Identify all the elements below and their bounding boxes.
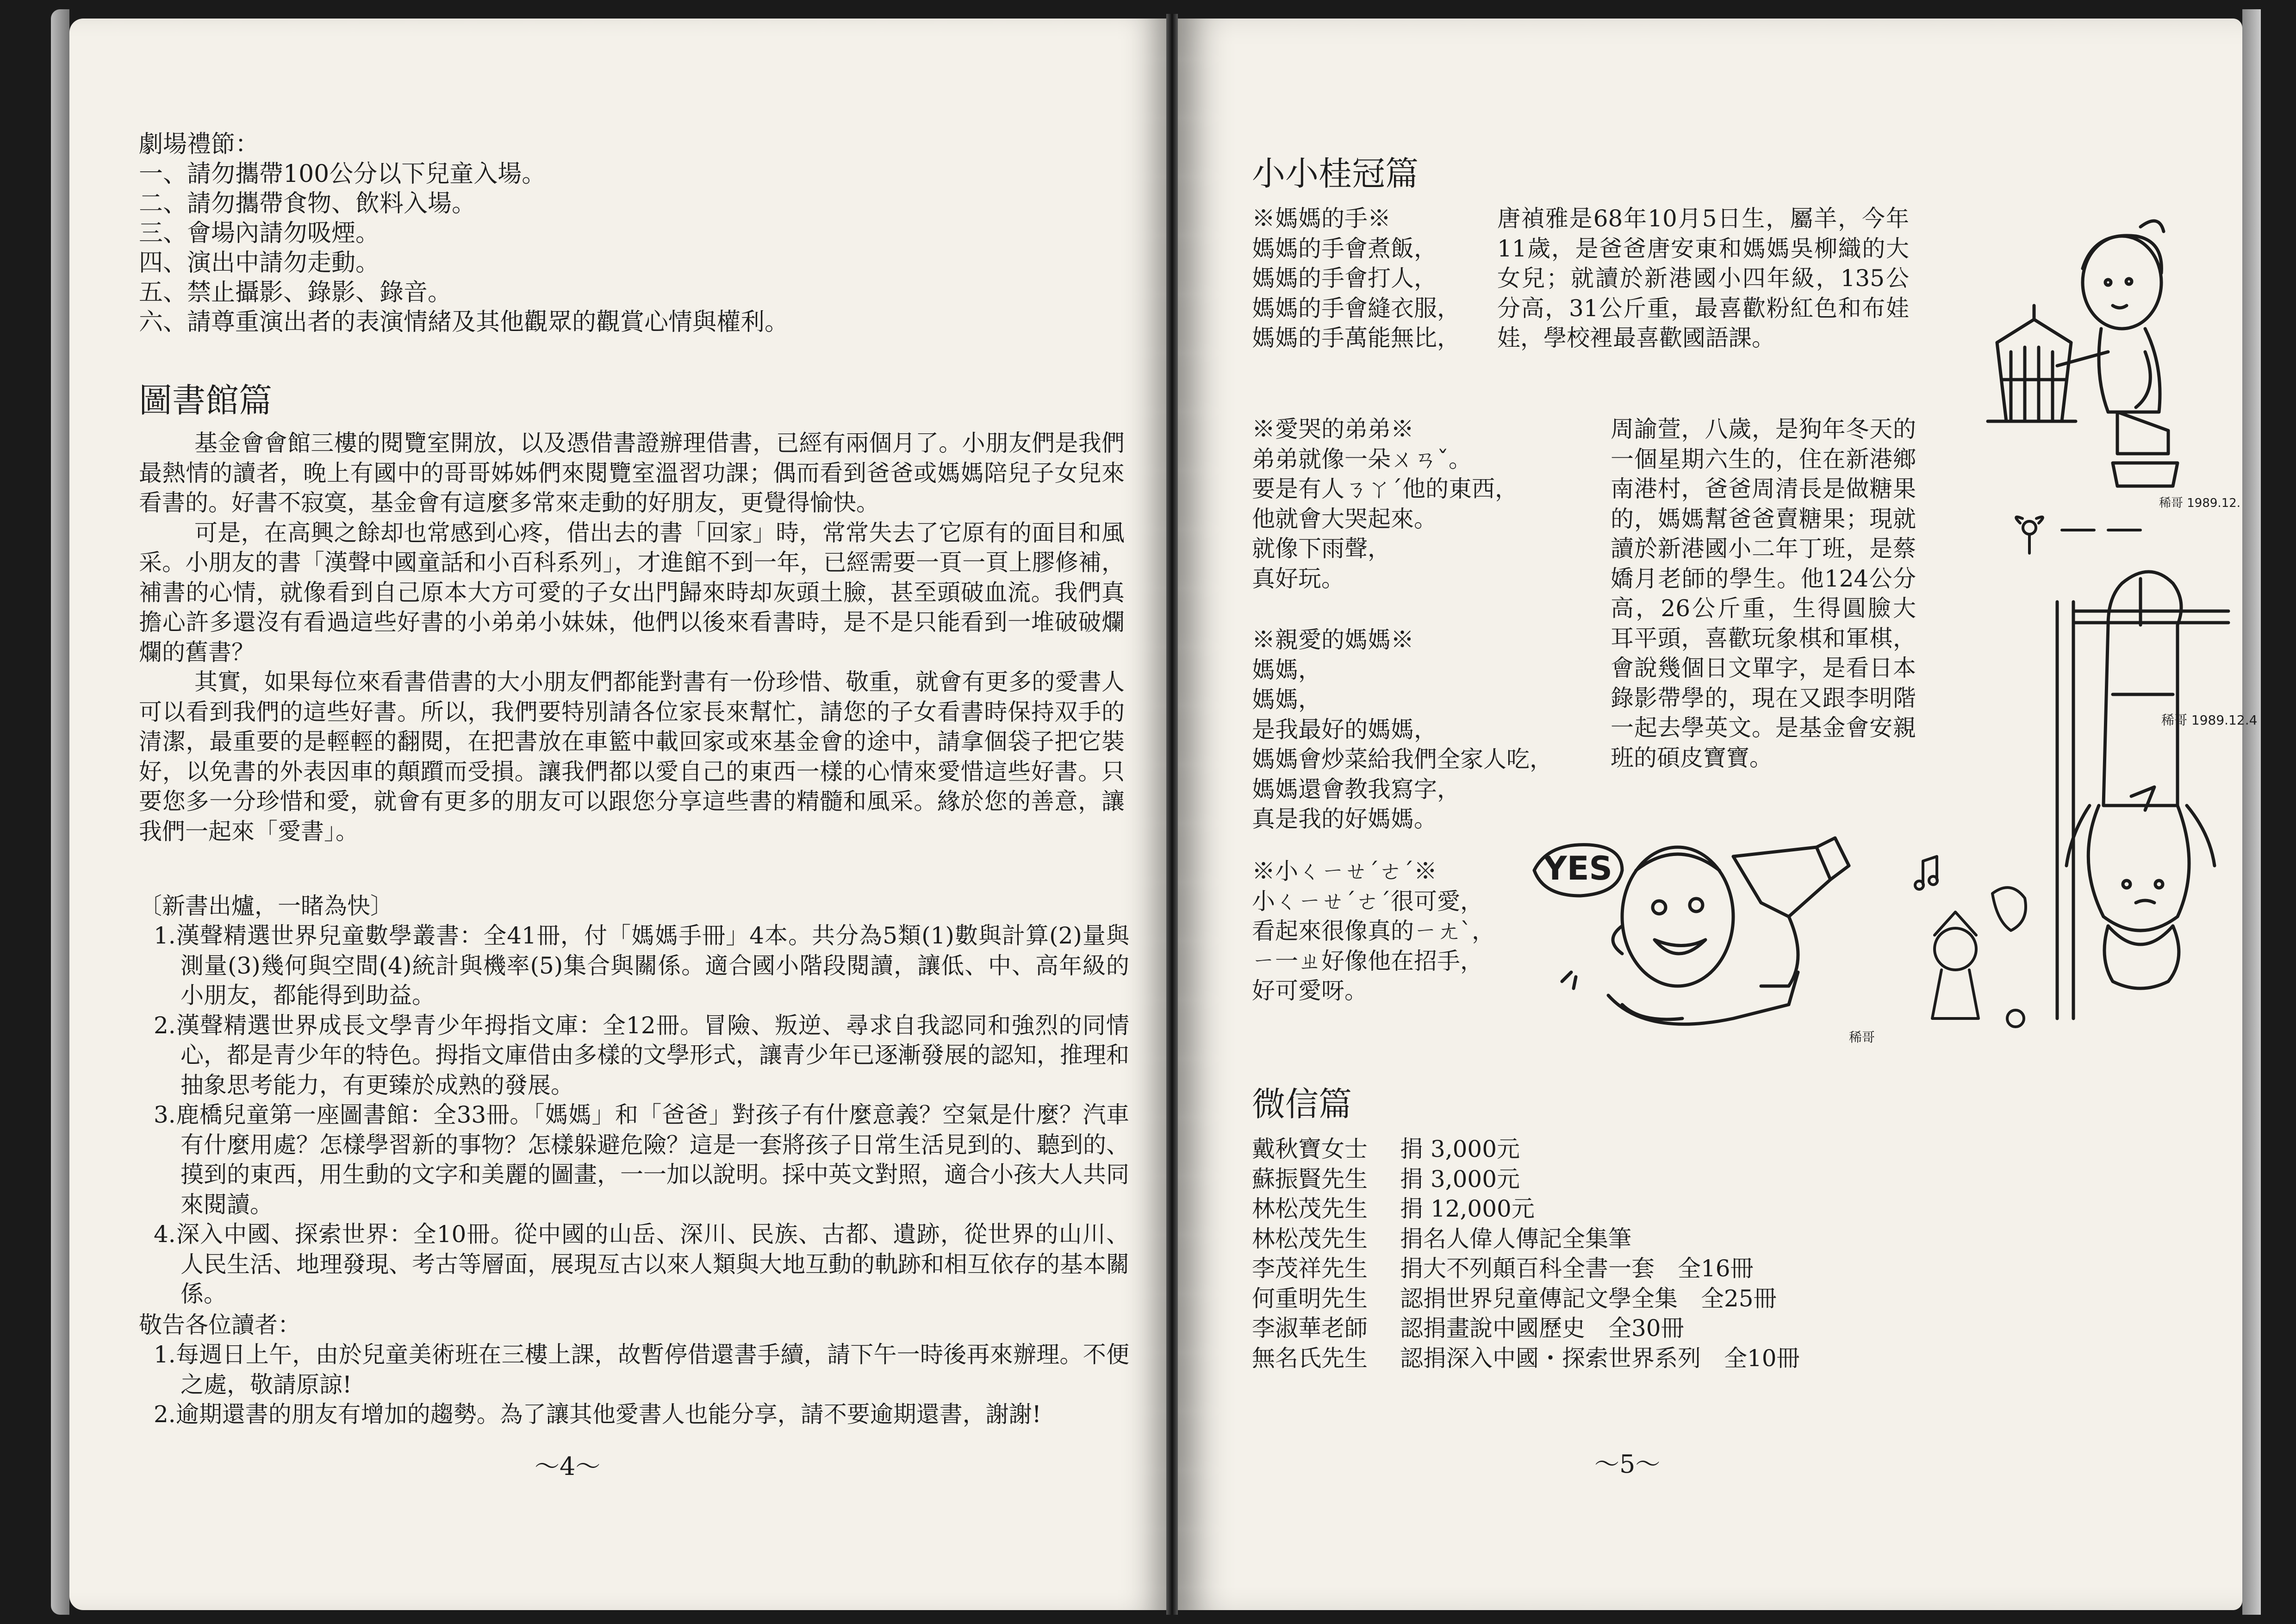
- illustration-signature: 稀哥: [1849, 1030, 1875, 1045]
- donor-gift: 捐 3,000元: [1400, 1165, 1520, 1193]
- poem-line: 小ㄑㄧㄝˊㄜˊ很可愛，: [1252, 887, 1483, 915]
- poem-dear-mother: [1252, 625, 1553, 834]
- theatre-etiquette: [139, 130, 789, 337]
- poem-line: 媽媽的手會煮飯，: [1252, 235, 1437, 262]
- donor-gift: 認捐畫說中國歷史 全30冊: [1400, 1315, 1684, 1342]
- donor-name: 何重明先生: [1252, 1285, 1368, 1312]
- poem-title: ※小ㄑㄧㄝˊㄜˊ※: [1252, 858, 1437, 885]
- poem-title: ※媽媽的手※: [1252, 205, 1391, 232]
- etiquette-item: 五、禁止攝影、錄影、錄音。: [139, 279, 452, 306]
- right-page: [1178, 19, 2258, 1610]
- donor-name: 蘇振賢先生: [1252, 1165, 1368, 1193]
- book-edge-right: [2242, 9, 2261, 1615]
- yes-boy-illustration: [1530, 819, 1909, 1051]
- donor-name: 林松茂先生: [1252, 1195, 1368, 1222]
- donor-name: 林松茂先生: [1252, 1225, 1368, 1252]
- poem-crying-brother: [1252, 414, 1518, 593]
- donor-row: [1252, 1134, 1800, 1164]
- donor-row: [1252, 1164, 1800, 1194]
- poem-line: 是我最好的媽媽，: [1252, 716, 1437, 743]
- poem-line: 就像下雨聲，: [1252, 535, 1391, 562]
- champions-heading: 小小桂冠篇: [1252, 154, 1419, 193]
- poem-line: 要是有人ㄋㄚˊ他的東西，: [1252, 475, 1518, 502]
- poem-line: 真是我的好媽媽。: [1252, 806, 1437, 832]
- donor-gift: 認捐世界兒童傳記文學全集 全25冊: [1400, 1285, 1777, 1312]
- reader-notice: [139, 1310, 1129, 1430]
- book-gutter: [1166, 14, 1178, 1615]
- donor-row: [1252, 1254, 1800, 1284]
- library-heading: 圖書館篇: [139, 381, 273, 420]
- new-book-item: 2.漢聲精選世界成長文學青少年拇指文庫：全12冊。冒險、叛逆、尋求自我認同和強烈的同情心，都是青少年的特色。拇指文庫借由多樣的文學形式，讓青少年已逐漸發展的認知，推理和抽象思考能力，有更臻於成熟的發展。: [154, 1012, 1129, 1099]
- library-paragraph: 可是，在高興之餘却也常感到心疼，借出去的書「回家」時，常常失去了它原有的面目和風采。小朋友的書「漢聲中國童話和小百科系列」，才進館不到一年，已經需要一頁一頁上膠修補，補書的心情，就像看到自己原本大方可愛的子女出門歸來時却灰頭土臉，甚至頭破血流。我們真擔心許多還沒有看過這些好書的小弟弟小妹妹，他們以後來看書時，是不是只能看到一堆破破爛爛的舊書？: [139, 519, 1125, 666]
- poem-line: 他就會大哭起來。: [1252, 505, 1437, 532]
- girl-birdcage-illustration: [1941, 213, 2241, 510]
- donor-name: 戴秋寶女士: [1252, 1136, 1368, 1162]
- new-book-item: 4.深入中國、探索世界：全10冊。從中國的山岳、深川、民族、古都、遺跡，從世界的山川、人民生活、地理發現、考古等層面，展現亙古以來人類與大地互動的軌跡和相互依存的基本關係。: [154, 1221, 1129, 1307]
- book-edge-left: [51, 9, 69, 1615]
- donor-row: [1252, 1284, 1800, 1314]
- poem-mothers-hands: [1252, 204, 1460, 353]
- author-bio: 周諭萱，八歲，是狗年冬天的一個星期六生的，住在新港鄉南港村，爸爸周清長是做糖果的，媽媽幫爸爸賣糖果；現就讀於新港國小二年丁班，是蔡嬌月老師的學生。他124公分高，26公斤重，生得圓臉大耳平頭，喜歡玩象棋和軍棋，會說幾個日文單字，是看日本錄影帶學的，現在又跟李明階一起去學英文。是基金會安親班的碩皮寶寶。: [1611, 416, 1916, 771]
- etiquette-item: 二、請勿攜帶食物、飲料入場。: [139, 190, 476, 218]
- donor-name: 李淑華老師: [1252, 1315, 1368, 1342]
- library-body: [139, 428, 1125, 846]
- yes-speech-bubble: YES: [1543, 849, 1612, 887]
- donor-gift: 捐 12,000元: [1400, 1195, 1535, 1222]
- poem-title: ※親愛的媽媽※: [1252, 626, 1414, 653]
- donor-gift: 捐名人偉人傳記全集筆: [1400, 1225, 1631, 1252]
- poem-line: 媽媽，: [1252, 686, 1321, 713]
- donor-name: 無名氏先生: [1252, 1344, 1368, 1372]
- poem-little-penguin: [1252, 856, 1495, 1006]
- poem-line: 好可愛呀。: [1252, 977, 1368, 1004]
- donor-gift: 捐大不列顛百科全書一套 全16冊: [1400, 1255, 1754, 1282]
- donor-gift: 捐 3,000元: [1400, 1136, 1520, 1162]
- notice-title: 敬告各位讀者：: [139, 1312, 301, 1338]
- left-page: [69, 19, 1166, 1610]
- poem-title: ※愛哭的弟弟※: [1252, 416, 1414, 443]
- poem-line: 媽媽還會教我寫字，: [1252, 775, 1460, 803]
- etiquette-item: 六、請尊重演出者的表演情緒及其他觀眾的觀賞心情與權利。: [139, 308, 789, 336]
- page-number-left: ～4～: [535, 1452, 601, 1481]
- library-paragraph: 基金會會館三樓的閱覽室開放，以及憑借書證辦理借書，已經有兩個月了。小朋友們是我們最熱情的讀者，晚上有國中的哥哥姊姊們來閱覽室溫習功課；偶而看到爸爸或媽媽陪兒子女兒來看書的。好書不寂寞，基金會有這麼多常來走動的好朋友，更覺得愉快。: [139, 430, 1125, 516]
- donations-heading: 微信篇: [1252, 1085, 1352, 1124]
- etiquette-item: 三、會場內請勿吸煙。: [139, 219, 380, 247]
- illustration-signature: 稀哥 1989.12.4: [2161, 712, 2258, 728]
- etiquette-item: 四、演出中請勿走動。: [139, 249, 380, 277]
- poem-line: 媽媽的手萬能無比，: [1252, 325, 1460, 351]
- illustration-signature: 稀哥 1989.12.: [2159, 496, 2241, 510]
- new-books-title: 〔新書出爐，一睹為快〕: [139, 893, 393, 919]
- donor-list: [1252, 1134, 1800, 1373]
- donor-row: [1252, 1194, 1800, 1224]
- upside-down-boy-illustration: [2048, 565, 2258, 1018]
- dragonfly-illustration: [2011, 509, 2150, 556]
- new-books-section: [139, 891, 1129, 1309]
- new-book-item: 1.漢聲精選世界兒童數學叢書：全41冊，付「媽媽手冊」4本。共分為5類(1)數與計算(2)量與測量(3)幾何與空間(4)統計與機率(5)集合與關係。適合國小階段閱讀，讓低、中、高年級的小朋友，都能得到助益。: [154, 922, 1129, 1009]
- poem-line: 媽媽的手會縫衣服，: [1252, 294, 1460, 322]
- author-bio: 唐禎雅是68年10月5日生，屬羊，今年11歲，是爸爸唐安東和媽媽吳柳織的大女兒；就讀於新港國小四年級，135公分高，31公斤重，最喜歡粉紅色和布娃娃，學校裡最喜歡國語課。: [1497, 205, 1909, 351]
- poem-line: 媽媽的手會打人，: [1252, 265, 1437, 292]
- poem-line: 媽媽會炒菜給我們全家人吃，: [1252, 746, 1553, 773]
- poem-line: 真好玩。: [1252, 565, 1344, 592]
- singing-kid-illustration: [1909, 852, 2048, 1037]
- notice-item: 2.逾期還書的朋友有增加的趨勢。為了讓其他愛書人也能分享，請不要逾期還書，謝謝!: [154, 1401, 1041, 1428]
- poem-line: 媽媽，: [1252, 656, 1321, 683]
- donor-row: [1252, 1343, 1800, 1374]
- etiquette-title: 劇場禮節：: [139, 131, 260, 158]
- poem-line: 弟弟就像一朵ㄨㄢˇ。: [1252, 445, 1472, 473]
- library-paragraph: 其實，如果每位來看書借書的大小朋友們都能對書有一份珍惜、敬重，就會有更多的愛書人可以看到我們的這些好書。所以，我們要特別請各位家長來幫忙，請您的子女看書時保持双手的清潔，最重要的是輕輕的翻閱，在把書放在車籃中載回家或來基金會的途中，請拿個袋子把它裝好，以免書的外表因車的顛躓而受損。讓我們都以愛自己的東西一樣的心情來愛惜這些好書。只要您多一分珍惜和愛，就會有更多的朋友可以跟您分享這些書的精髓和風采。緣於您的善意，讓我們一起來「愛書」。: [139, 668, 1125, 845]
- new-book-item: 3.鹿橋兒童第一座圖書館：全33冊。「媽媽」和「爸爸」對孩子有什麼意義？空氣是什麼？汽車有什麼用處？怎樣學習新的事物？怎樣躲避危險？這是一套將孩子日常生活見到的、聽到的、摸到的東西，用生動的文字和美麗的圖畫，一一加以說明。採中英文對照，適合小孩大人共同來閱讀。: [154, 1101, 1129, 1218]
- poem-line: ㄧ一ㄓ好像他在招手，: [1252, 947, 1483, 974]
- donor-row: [1252, 1224, 1800, 1254]
- donor-name: 李茂祥先生: [1252, 1255, 1368, 1282]
- donor-row: [1252, 1313, 1800, 1343]
- donor-gift: 認捐深入中國・探索世界系列 全10冊: [1400, 1344, 1800, 1372]
- etiquette-item: 一、請勿攜帶100公分以下兒童入場。: [139, 160, 546, 188]
- notice-item: 1.每週日上午，由於兒童美術班在三樓上課，故暫停借還書手續，請下午一時後再來辦理。不便之處，敬請原諒!: [154, 1341, 1129, 1398]
- poem-line: 看起來很像真的ㄧㄤˋ，: [1252, 918, 1495, 944]
- page-number-right: ～5～: [1594, 1449, 1661, 1479]
